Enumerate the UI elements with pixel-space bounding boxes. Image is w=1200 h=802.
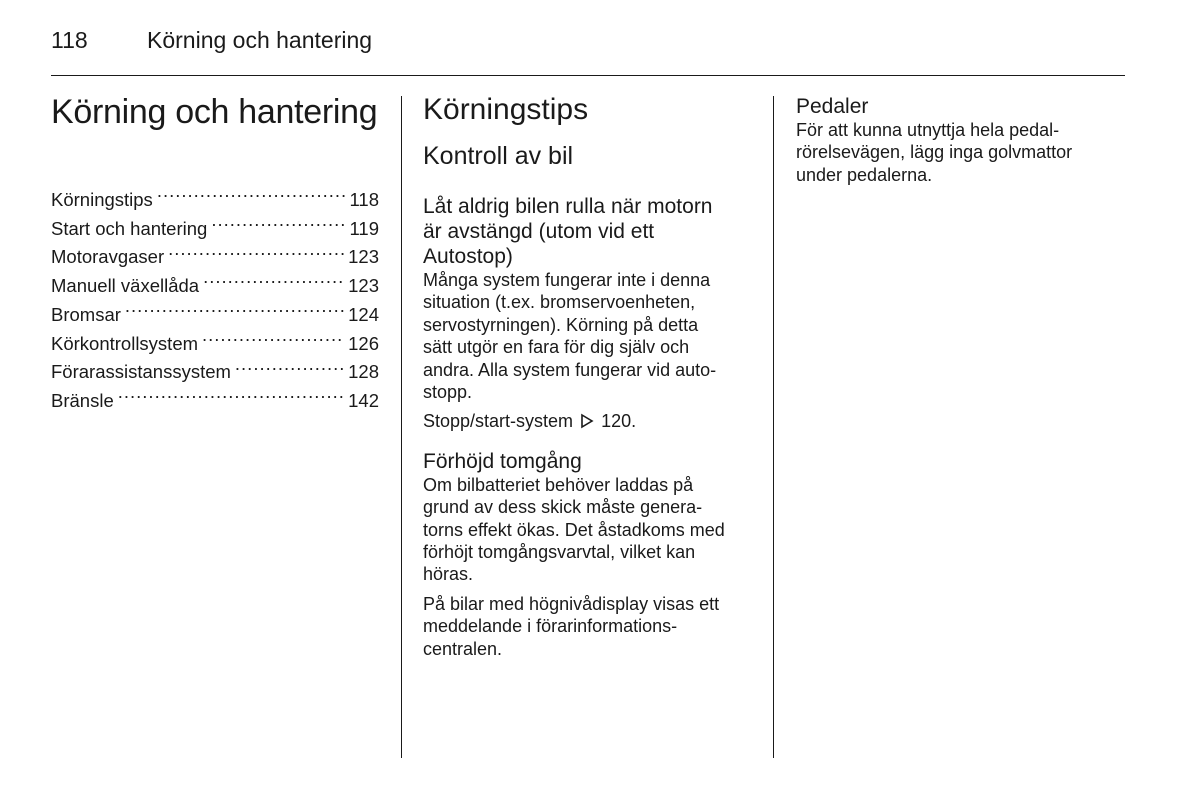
body-line: meddelande i förarinformations- — [423, 616, 678, 637]
body-line: situation (t.ex. bromservoenheten, — [423, 292, 696, 313]
page-number: 118 — [51, 27, 88, 53]
topic-body-rolling — [423, 269, 755, 403]
topic-title-idle: Förhöjd tomgång — [423, 449, 582, 473]
toc-leader-dots — [118, 388, 344, 407]
toc-entry[interactable] — [51, 330, 379, 359]
body-line: under pedalerna. — [796, 164, 933, 185]
toc-entry[interactable] — [51, 301, 379, 330]
toc-label: Start och hantering — [51, 217, 208, 239]
topic-body-idle-display — [423, 593, 755, 660]
toc-page: 128 — [348, 361, 379, 383]
body-line: stopp. — [423, 382, 473, 403]
section-column — [423, 90, 755, 660]
toc-label: Bränsle — [51, 389, 114, 411]
toc-page: 126 — [348, 332, 379, 354]
chapter-title: Körning och hantering — [51, 93, 378, 131]
body-line: centralen. — [423, 638, 503, 659]
body-line: servostyrningen). Körning på detta — [423, 314, 699, 335]
body-line: andra. Alla system fungerar vid auto- — [423, 359, 717, 380]
toc-leader-dots — [203, 274, 344, 293]
body-line: förhöjt tomgångsvarvtal, vilket kan — [423, 542, 696, 563]
toc-leader-dots — [168, 245, 344, 264]
toc-label: Bromsar — [51, 303, 121, 325]
toc-entry[interactable] — [51, 215, 379, 244]
topic-body-pedals — [796, 119, 1126, 186]
toc-label: Körkontrollsystem — [51, 332, 199, 354]
toc-page: 123 — [348, 275, 379, 297]
body-line: höras. — [423, 564, 474, 585]
cross-reference[interactable] — [423, 410, 755, 432]
toc-leader-dots — [235, 360, 344, 379]
toc-label: Manuell växellåda — [51, 275, 200, 297]
cross-reference-page: 120. — [601, 411, 637, 432]
toc-page: 119 — [349, 217, 379, 239]
reference-arrow-icon — [580, 413, 594, 429]
toc-page: 142 — [348, 389, 379, 411]
topic-body-idle — [423, 474, 755, 586]
subsection-title: Kontroll av bil — [423, 142, 574, 170]
toc-entry[interactable] — [51, 358, 379, 387]
body-line: På bilar med högnivådisplay visas ett — [423, 593, 720, 614]
toc-entry[interactable] — [51, 272, 379, 301]
pedals-column — [796, 90, 1126, 186]
topic-title-line: Låt aldrig bilen rulla när motorn — [423, 195, 713, 218]
toc-leader-dots — [125, 302, 344, 321]
chapter-toc — [51, 186, 379, 416]
toc-page: 123 — [348, 246, 379, 268]
body-line: sätt utgör en fara för dig själv och — [423, 337, 690, 358]
column-divider-right — [773, 96, 774, 758]
body-line: torns effekt ökas. Det åstadkoms med — [423, 519, 725, 540]
toc-entry[interactable] — [51, 387, 379, 416]
toc-leader-dots — [157, 188, 346, 207]
toc-label: Körningstips — [51, 189, 153, 210]
toc-leader-dots — [211, 216, 345, 235]
toc-page: 118 — [349, 189, 379, 210]
body-line: För att kunna utnyttja hela pedal- — [796, 120, 1060, 140]
header-rule — [51, 75, 1125, 76]
topic-title-line: är avstängd (utom vid ett — [423, 220, 655, 243]
body-line: rörelsevägen, lägg inga golvmattor — [796, 142, 1073, 163]
toc-label: Motoravgaser — [51, 246, 165, 268]
column-divider-left — [401, 96, 402, 758]
toc-label: Förarassistanssystem — [51, 361, 231, 383]
chapter-column — [51, 90, 379, 411]
toc-page: 124 — [348, 303, 379, 325]
body-line: grund av dess skick måste genera- — [423, 497, 703, 518]
topic-title-pedals: Pedaler — [796, 95, 869, 118]
topic-title-line: Autostop) — [423, 245, 513, 268]
cross-reference-text: Stopp/start-system — [423, 411, 574, 432]
running-title: Körning och hantering — [147, 27, 373, 53]
topic-title-rolling — [423, 194, 755, 269]
body-line: Många system fungerar inte i denna — [423, 270, 711, 290]
toc-entry[interactable] — [51, 186, 379, 215]
toc-entry[interactable] — [51, 243, 379, 272]
section-title: Körningstips — [423, 93, 589, 126]
toc-leader-dots — [202, 331, 344, 350]
body-line: Om bilbatteriet behöver laddas på — [423, 474, 694, 495]
